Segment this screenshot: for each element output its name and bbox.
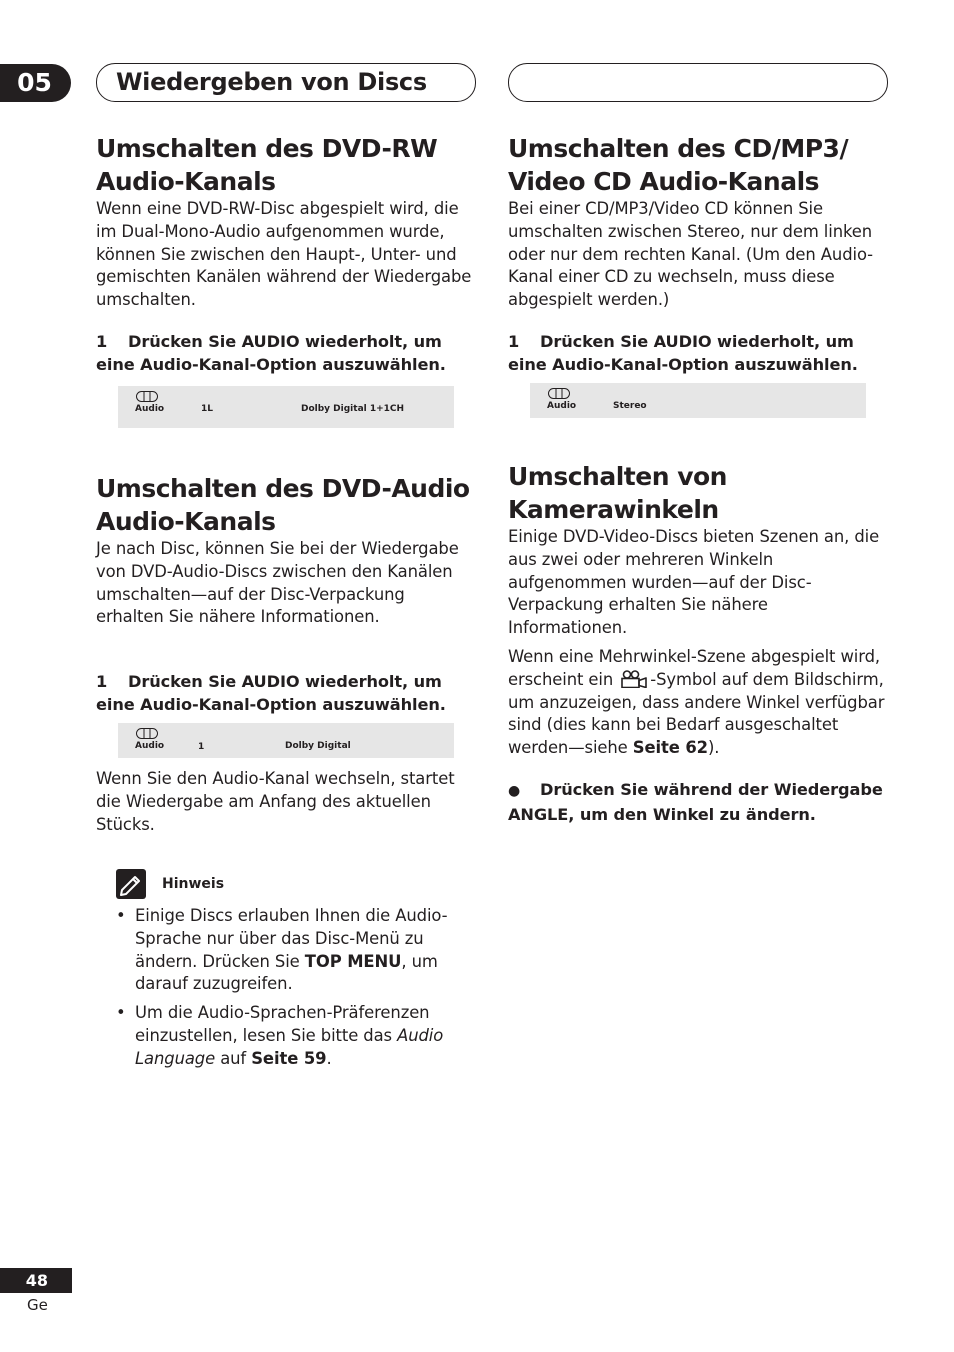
step-text: Drücken Sie AUDIO wiederholt, um eine Audio-Kanal-Option auszuwählen. xyxy=(96,332,446,374)
section-dvd-rw xyxy=(96,132,486,312)
note-text: , um darauf zuzugreifen. xyxy=(135,951,438,994)
section-heading xyxy=(96,132,486,198)
body-paragraph: Wenn Sie den Audio-Kanal wechseln, startet die Wiedergabe am Anfang des aktuellen Stücks. xyxy=(96,769,455,834)
body-paragraph: Einige DVD-Video-Discs bieten Szenen an, die aus zwei oder mehreren Winkeln aufgenommen wurden—auf der Disc-Verpackung erhalten Sie nähere Informationen. xyxy=(508,527,880,638)
osd-value: Stereo xyxy=(613,401,647,411)
chapter-title: Wiedergeben von Discs xyxy=(116,68,427,96)
step-instruction xyxy=(96,330,466,376)
header-blank-frame xyxy=(508,63,888,102)
heading-line: Audio-Kanals xyxy=(96,507,276,536)
audio-icon xyxy=(136,728,158,739)
osd-display xyxy=(530,383,866,418)
heading-line: Video CD Audio-Kanals xyxy=(508,167,820,196)
osd-label: Audio xyxy=(547,401,577,411)
note-pencil-icon xyxy=(116,869,146,899)
osd-value: 1L xyxy=(201,404,213,414)
note-bold: Seite 59 xyxy=(251,1048,327,1068)
step-text: Drücken Sie AUDIO wiederholt, um eine Audio-Kanal-Option auszuwählen. xyxy=(508,332,858,374)
section-heading xyxy=(508,132,898,198)
note-list xyxy=(116,905,476,1077)
chapter-number-badge: 05 xyxy=(0,64,71,102)
body-paragraph xyxy=(508,646,892,760)
note-text: auf xyxy=(215,1048,252,1068)
section-heading xyxy=(508,460,898,526)
body-text: Wenn eine Mehrwinkel-Szene abgespielt wird, erscheint ein xyxy=(508,646,881,689)
body-text: -Symbol auf dem Bildschirm, um anzuzeigen, dass andere Winkel verfügbar sind (dies kann bei Bedarf ausgeschaltet werden—siehe xyxy=(508,669,885,758)
body-paragraph: Wenn eine DVD-RW-Disc abgespielt wird, die im Dual-Mono-Audio aufgenommen wurde, können Sie zwischen den Haupt-, Unter- und gemischten Kanälen während der Wiedergabe umschalten. xyxy=(96,199,472,310)
osd-display xyxy=(118,723,454,758)
osd-display xyxy=(118,386,454,428)
section-cd-mp3 xyxy=(508,132,898,312)
note-text: Einige Discs erlauben Ihnen die Audio-Sprache nur über das Disc-Menü zu ändern. Drücken Sie xyxy=(135,906,448,971)
step-text: Drücken Sie AUDIO wiederholt, um eine Audio-Kanal-Option auszuwählen. xyxy=(96,672,446,714)
body-text: ). xyxy=(708,738,720,758)
heading-line: Kamerawinkeln xyxy=(508,495,719,524)
osd-label: Audio xyxy=(135,404,165,414)
osd-label: Audio xyxy=(135,741,165,751)
step-number: 1 xyxy=(96,672,108,691)
note-bold: TOP MENU xyxy=(304,951,402,971)
note-text: Um die Audio-Sprachen-Präferenzen einzustellen, lesen Sie bitte das xyxy=(135,1003,430,1045)
step-instruction xyxy=(508,778,893,826)
osd-value: Dolby Digital 1+1CH xyxy=(301,404,405,414)
osd-value: 1 xyxy=(198,742,205,752)
osd-value: Dolby Digital xyxy=(285,741,351,751)
heading-line: Umschalten des DVD-Audio xyxy=(96,474,470,503)
note-italic: Audio Language xyxy=(135,1025,444,1068)
section-camera-angles xyxy=(508,460,898,760)
body-paragraph: Bei einer CD/MP3/Video CD können Sie umschalten zwischen Stereo, nur dem linken oder nur dem rechten Kanal. (Um den Audio-Kanal einer CD zu wechseln, muss diese abgespielt werden.) xyxy=(508,199,873,310)
audio-icon xyxy=(548,388,570,399)
step-number: 1 xyxy=(96,332,108,351)
note-bullet xyxy=(116,905,476,996)
section-heading xyxy=(96,472,486,538)
step-instruction xyxy=(508,330,878,376)
section-dvd-audio xyxy=(96,472,486,629)
body-bold: Seite 62 xyxy=(632,738,708,758)
step-bullet-icon: ● xyxy=(508,783,521,799)
heading-line: Umschalten des CD/MP3/ xyxy=(508,134,849,163)
note-text: . xyxy=(326,1048,332,1068)
step-instruction xyxy=(96,670,466,716)
heading-line: Audio-Kanals xyxy=(96,167,276,196)
heading-line: Umschalten von xyxy=(508,462,727,491)
note-bullet xyxy=(116,1002,476,1070)
heading-line: Umschalten des DVD-RW xyxy=(96,134,438,163)
step-text: Drücken Sie während der Wiedergabe ANGLE, um den Winkel zu ändern. xyxy=(508,780,883,824)
note-label: Hinweis xyxy=(162,876,225,892)
page-number: 48 xyxy=(0,1268,72,1293)
step-number: 1 xyxy=(508,332,520,351)
audio-icon xyxy=(136,391,158,402)
language-code: Ge xyxy=(27,1296,48,1314)
body-paragraph: Je nach Disc, können Sie bei der Wiedergabe von DVD-Audio-Discs zwischen den Kanälen umschalten—auf der Disc-Verpackung erhalten Sie nähere Informationen. xyxy=(96,539,459,627)
camera-angle-icon xyxy=(618,670,650,688)
